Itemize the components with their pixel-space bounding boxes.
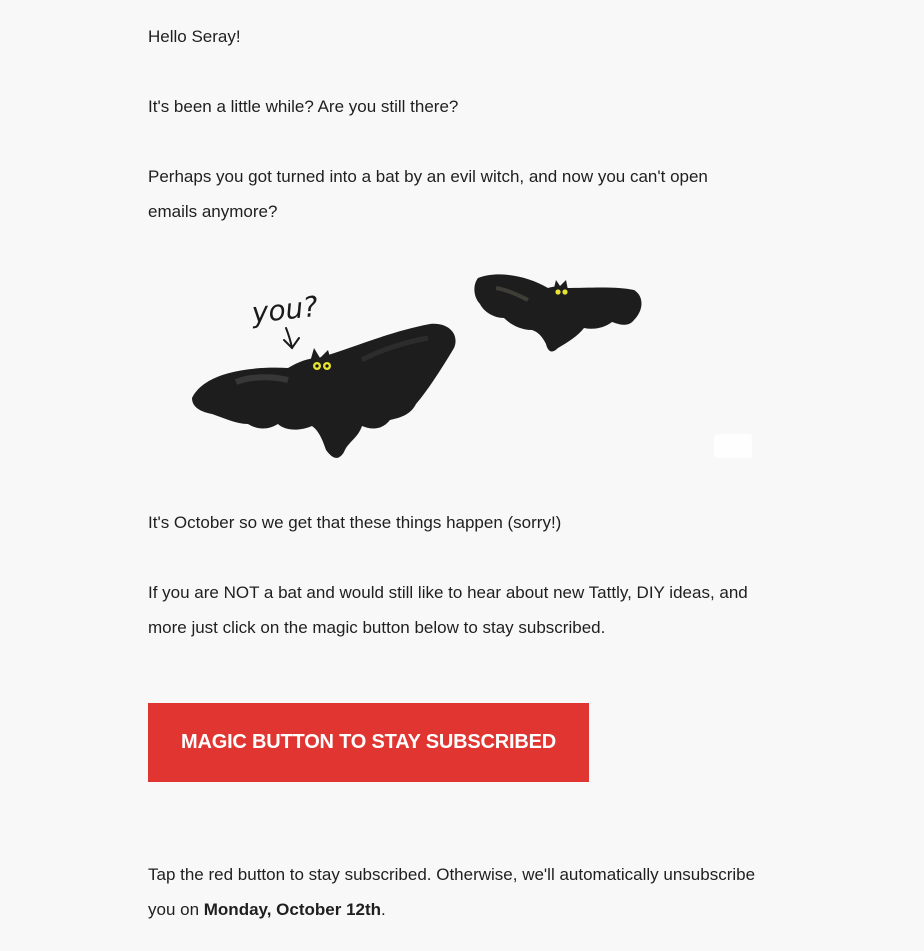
arrow-icon bbox=[284, 328, 299, 348]
still-there-text: It's been a little while? Are you still there? bbox=[148, 97, 459, 116]
not-bat-text: If you are NOT a bat and would still like to hear about new Tattly, DIY ideas, and more just click on the magic button below to stay subscribed. bbox=[148, 583, 748, 637]
stay-subscribed-button[interactable]: MAGIC BUTTON TO STAY SUBSCRIBED bbox=[148, 703, 589, 782]
bat-text: Perhaps you got turned into a bat by an evil witch, and now you can't open emails anymore? bbox=[148, 167, 708, 221]
footer-text bbox=[148, 857, 758, 927]
october-text: It's October so we get that these things happen (sorry!) bbox=[148, 513, 562, 532]
small-bat-illustration bbox=[474, 274, 641, 351]
unsubscribe-date: Monday, October 12th bbox=[203, 900, 382, 919]
footer-text-after: . bbox=[381, 900, 386, 919]
large-bat-illustration bbox=[192, 324, 456, 458]
footer-text-before: Tap the red button to stay subscribed. Otherwise, we'll automatically unsubscribe you on bbox=[148, 865, 756, 919]
bats-illustration bbox=[148, 258, 768, 478]
image-overlay-control bbox=[714, 434, 752, 458]
greeting-text: Hello Seray! bbox=[148, 27, 241, 46]
you-label: you? bbox=[250, 289, 320, 330]
